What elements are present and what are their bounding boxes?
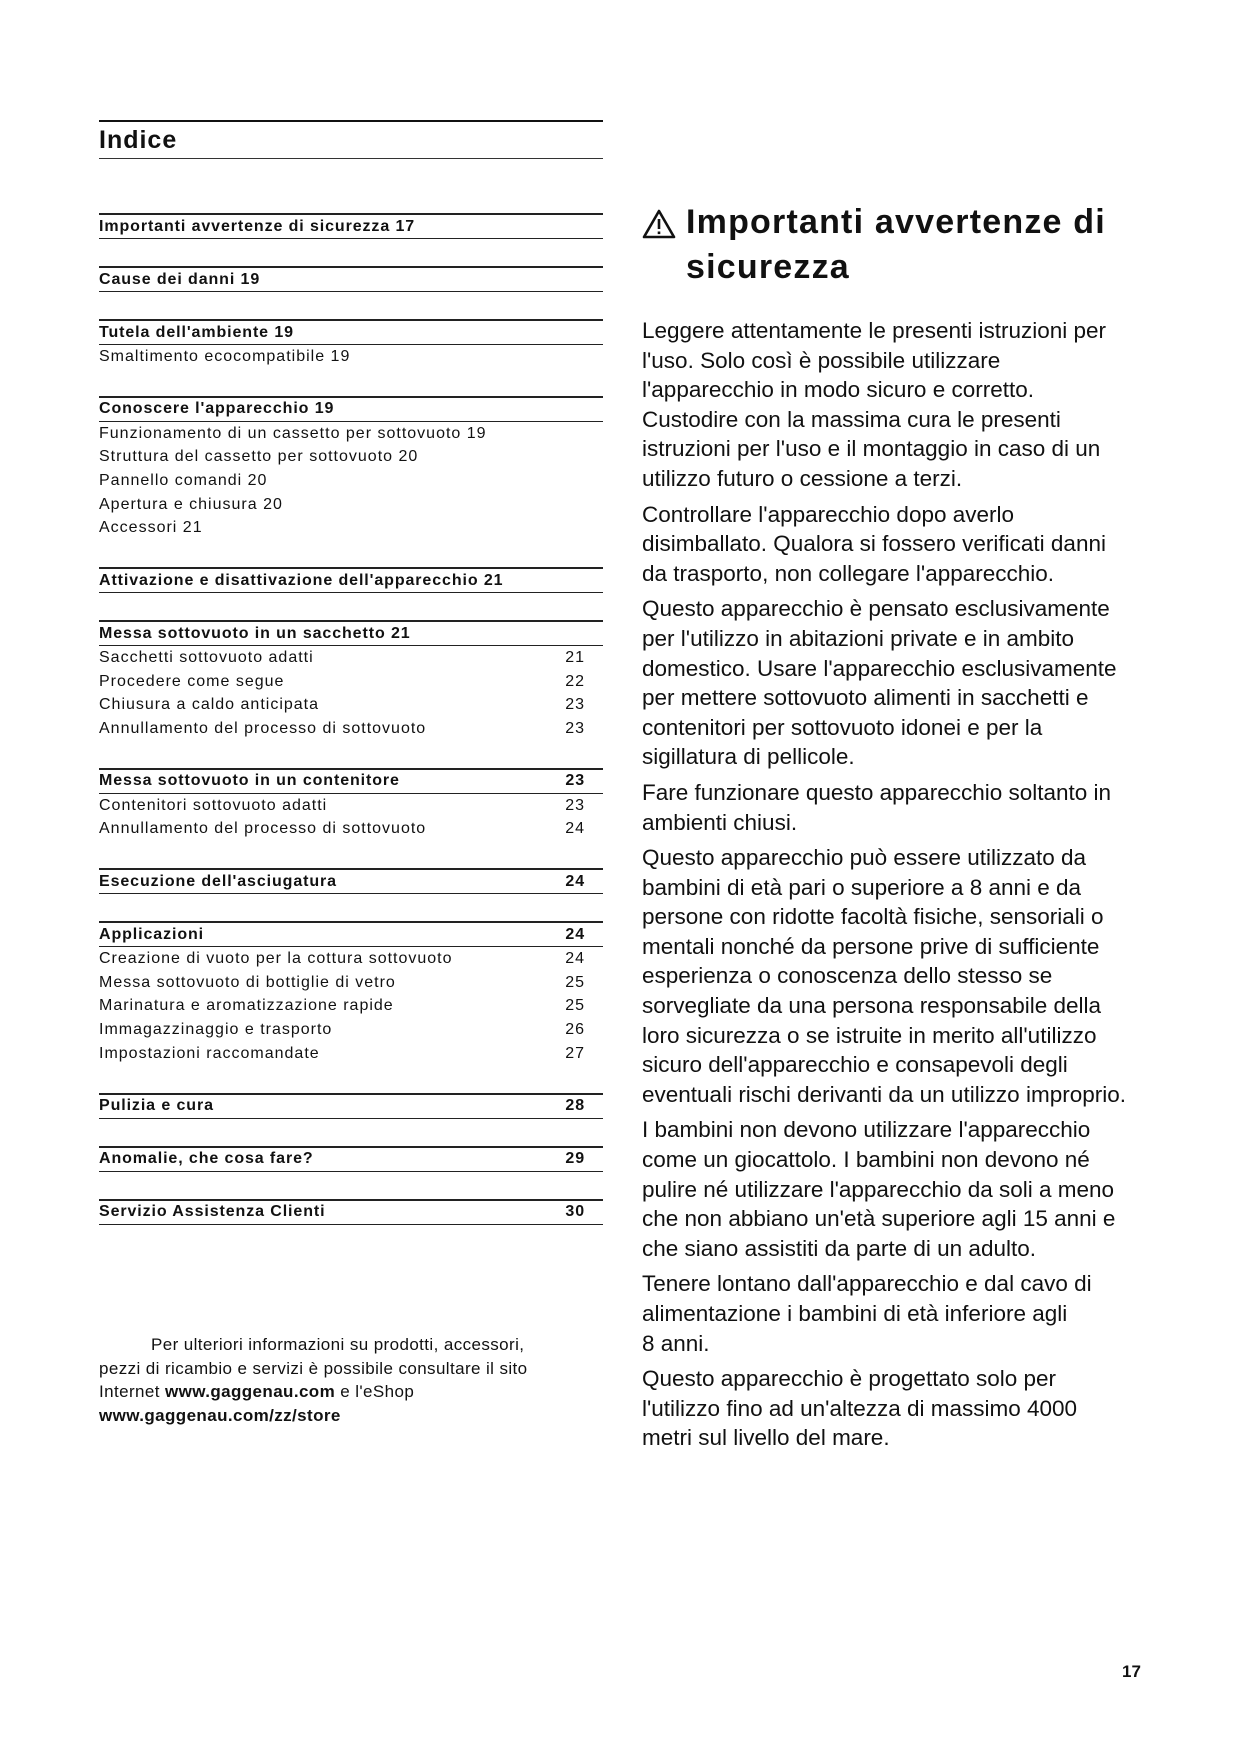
toc-entry[interactable]: [99, 469, 603, 493]
toc-heading-title: Importanti avvertenze di sicurezza 17: [99, 217, 416, 235]
text-line: disimballato. Qualora si fossero verificati danni: [642, 531, 1106, 557]
heading-line: Importanti avvertenze di: [686, 203, 1106, 241]
toc-entry[interactable]: [99, 345, 603, 369]
eshop-link[interactable]: www.gaggenau.com/zz/store: [99, 1406, 341, 1426]
toc-entry-title: Pannello comandi 20: [99, 471, 268, 489]
toc-heading[interactable]: [99, 868, 603, 894]
paragraph: [642, 594, 1162, 772]
toc-entry-page: 22: [565, 672, 585, 690]
text-line: da trasporto, non collegare l'apparecchio.: [642, 560, 1055, 586]
text-line: sigillatura di pellicole.: [642, 744, 855, 770]
text-line: Questo apparecchio può essere utilizzato da: [642, 845, 1087, 871]
toc-heading[interactable]: [99, 1199, 603, 1225]
toc-entry-page: 23: [565, 796, 585, 814]
toc-heading-page: 30: [565, 1203, 585, 1221]
toc-entry[interactable]: [99, 670, 603, 694]
warning-triangle-icon: [642, 200, 686, 290]
toc-heading-page: 24: [565, 925, 585, 943]
footer-text: Internet: [99, 1382, 165, 1402]
toc-section: [99, 567, 603, 593]
toc-entry-page: 23: [565, 720, 585, 738]
toc-section: [99, 1199, 603, 1225]
toc-entry[interactable]: [99, 516, 603, 540]
toc-heading[interactable]: [99, 921, 603, 947]
toc-section: [99, 213, 603, 239]
toc-entry-title: Impostazioni raccomandate: [99, 1044, 320, 1062]
text-line: come un giocattolo. I bambini non devono né: [642, 1147, 1090, 1173]
text-line: loro sicurezza o se istruite in merito all'utilizzo: [642, 1022, 1097, 1048]
toc-entry[interactable]: [99, 947, 603, 971]
safety-body: [642, 316, 1162, 1453]
toc-entry-title: Chiusura a caldo anticipata: [99, 696, 320, 714]
toc-entry-title: Annullamento del processo di sottovuoto: [99, 820, 427, 838]
toc-heading[interactable]: [99, 319, 603, 345]
page-number: 17: [1122, 1662, 1141, 1681]
text-line: Leggere attentamente le presenti istruzioni per: [642, 318, 1107, 343]
toc-heading-title: Pulizia e cura: [99, 1097, 214, 1115]
paragraph: [642, 1115, 1162, 1263]
section-heading: [642, 200, 1162, 290]
toc-entry[interactable]: [99, 818, 603, 842]
text-line: Questo apparecchio è pensato esclusivamente: [642, 596, 1110, 622]
paragraph: [642, 1269, 1162, 1358]
website-link[interactable]: www.gaggenau.com: [164, 1382, 336, 1402]
toc-heading[interactable]: [99, 213, 603, 239]
toc-section: [99, 768, 603, 841]
toc-section: [99, 921, 603, 1065]
text-line: che siano assistiti da parte di un adulto.: [642, 1235, 1036, 1261]
index-header: [99, 120, 603, 159]
toc-heading[interactable]: [99, 768, 603, 794]
text-line: l'apparecchio in modo sicuro e corretto.: [642, 377, 1034, 403]
toc-entry[interactable]: [99, 971, 603, 995]
toc-entry-title: Procedere come segue: [99, 672, 285, 690]
toc-entry-title: Smaltimento ecocompatibile 19: [99, 347, 351, 365]
toc-entry-page: 24: [565, 950, 585, 968]
toc-section: [99, 319, 603, 369]
toc-entry-page: 21: [565, 648, 585, 666]
text-line: bambini di età pari o superiore a 8 anni e da: [642, 874, 1082, 900]
toc-entry[interactable]: [99, 717, 603, 741]
paragraph: [642, 500, 1162, 589]
index-title: Indice: [99, 120, 603, 159]
toc-entry-title: Annullamento del processo di sottovuoto: [99, 720, 427, 738]
toc-heading-page: 23: [565, 772, 585, 790]
toc-entry[interactable]: [99, 995, 603, 1019]
text-line: pulire né utilizzare l'apparecchio da soli a meno: [642, 1176, 1115, 1202]
toc-entry-page: 23: [565, 696, 585, 714]
toc-entry-title: Apertura e chiusura 20: [99, 495, 283, 513]
toc-section: [99, 1146, 603, 1172]
toc-entry[interactable]: [99, 646, 603, 670]
text-line: ambienti chiusi.: [642, 809, 798, 835]
toc-heading-page: 29: [565, 1150, 585, 1168]
text-line: per mettere sottovuoto alimenti in sacchetti e: [642, 685, 1089, 711]
text-line: metri sul livello del mare.: [642, 1425, 890, 1451]
text-line: l'utilizzo fino ad un'altezza di massimo 4000: [642, 1395, 1078, 1421]
text-line: I bambini non devono utilizzare l'apparecchio: [642, 1117, 1091, 1143]
table-of-contents: [99, 213, 603, 1252]
toc-entry-title: Sacchetti sottovuoto adatti: [99, 648, 314, 666]
toc-entry[interactable]: [99, 1018, 603, 1042]
toc-entry-title: Messa sottovuoto di bottiglie di vetro: [99, 973, 396, 991]
toc-entry-title: Contenitori sottovuoto adatti: [99, 796, 328, 814]
toc-entry-page: 27: [565, 1044, 585, 1062]
footer-line: Per ulteriori informazioni su prodotti, accessori,: [151, 1335, 525, 1354]
text-line: esperienza o conoscenza dello stesso se: [642, 963, 1053, 989]
toc-heading-page: 24: [565, 872, 585, 890]
text-line: Tenere lontano dall'apparecchio e dal cavo di: [642, 1271, 1092, 1297]
toc-heading[interactable]: [99, 567, 603, 593]
toc-heading-title: Cause dei danni 19: [99, 270, 261, 288]
toc-heading-title: Servizio Assistenza Clienti: [99, 1203, 326, 1221]
toc-heading-title: Tutela dell'ambiente 19: [99, 323, 294, 341]
text-line: Custodire con la massima cura le presenti: [642, 406, 1061, 432]
heading-line: sicurezza: [686, 248, 850, 286]
footer-text: e l'eShop: [335, 1382, 415, 1402]
toc-heading[interactable]: [99, 266, 603, 292]
text-line: 8 anni.: [642, 1330, 710, 1356]
text-line: l'uso. Solo così è possibile utilizzare: [642, 347, 1001, 373]
toc-entry-title: Funzionamento di un cassetto per sottovuoto 19: [99, 424, 487, 442]
text-line: Controllare l'apparecchio dopo averlo: [642, 501, 1015, 527]
toc-heading[interactable]: [99, 620, 603, 646]
safety-section: [642, 200, 1162, 1459]
text-line: sicuro dell'apparecchio e consapevoli degli: [642, 1052, 1068, 1078]
footer-note: [99, 1333, 619, 1428]
toc-entry-title: Struttura del cassetto per sottovuoto 20: [99, 448, 419, 466]
footer-line: [99, 1380, 619, 1404]
text-line: Questo apparecchio è progettato solo per: [642, 1366, 1057, 1392]
text-line: utilizzo futuro o cessione a terzi.: [642, 465, 963, 491]
footer-line: pezzi di ricambio e servizi è possibile consultare il sito: [99, 1358, 528, 1378]
text-line: per l'utilizzo in abitazioni private e in ambito: [642, 625, 1075, 651]
paragraph: [642, 1364, 1162, 1453]
text-line: persone con ridotte facoltà fisiche, sensoriali o: [642, 904, 1104, 930]
toc-entry-title: Accessori 21: [99, 519, 203, 537]
toc-heading[interactable]: [99, 1146, 603, 1172]
toc-entry[interactable]: [99, 422, 603, 446]
text-line: eventuali rischi derivanti da un utilizzo improprio.: [642, 1081, 1126, 1107]
text-line: contenitori per sottovuoto idonei e per la: [642, 714, 1043, 740]
text-line: mentali nonché da persone prive di sufficiente: [642, 933, 1100, 959]
toc-entry-title: Marinatura e aromatizzazione rapide: [99, 997, 394, 1015]
text-line: sorvegliate da una persona responsabile della: [642, 993, 1102, 1019]
text-line: domestico. Usare l'apparecchio esclusivamente: [642, 655, 1117, 681]
paragraph: [642, 843, 1162, 1109]
text-line: che non abbiano un'età superiore agli 15 anni e: [642, 1206, 1116, 1232]
text-line: istruzioni per l'uso e il montaggio in caso di un: [642, 436, 1101, 462]
toc-section: [99, 620, 603, 741]
toc-entry-title: Immagazzinaggio e trasporto: [99, 1021, 333, 1039]
text-line: Fare funzionare questo apparecchio soltanto in: [642, 779, 1112, 805]
toc-heading[interactable]: [99, 1093, 603, 1119]
toc-section: [99, 868, 603, 894]
toc-entry[interactable]: [99, 493, 603, 517]
toc-entry-page: 25: [565, 997, 585, 1015]
paragraph: [642, 778, 1162, 837]
toc-section: [99, 396, 603, 540]
toc-entry-page: 26: [565, 1021, 585, 1039]
toc-entry[interactable]: [99, 794, 603, 818]
toc-heading-title: Messa sottovuoto in un contenitore: [99, 772, 400, 790]
toc-entry-title: Creazione di vuoto per la cottura sottovuoto: [99, 950, 453, 968]
toc-entry[interactable]: [99, 1042, 603, 1066]
toc-heading-title: Messa sottovuoto in un sacchetto 21: [99, 624, 411, 642]
toc-heading-title: Applicazioni: [99, 925, 205, 943]
toc-heading-page: 28: [565, 1097, 585, 1115]
toc-heading-title: Anomalie, che cosa fare?: [99, 1150, 314, 1168]
toc-entry-page: 24: [565, 820, 585, 838]
toc-heading[interactable]: [99, 396, 603, 422]
paragraph: [642, 316, 1162, 494]
toc-entry[interactable]: [99, 694, 603, 718]
toc-section: [99, 266, 603, 292]
toc-section: [99, 1093, 603, 1119]
toc-entry[interactable]: [99, 445, 603, 469]
toc-heading-title: Attivazione e disattivazione dell'apparecchio 21: [99, 571, 504, 589]
toc-heading-title: Conoscere l'apparecchio 19: [99, 400, 335, 418]
text-line: alimentazione i bambini di età inferiore agli: [642, 1301, 1068, 1326]
toc-entry-page: 25: [565, 973, 585, 991]
toc-heading-title: Esecuzione dell'asciugatura: [99, 872, 337, 890]
